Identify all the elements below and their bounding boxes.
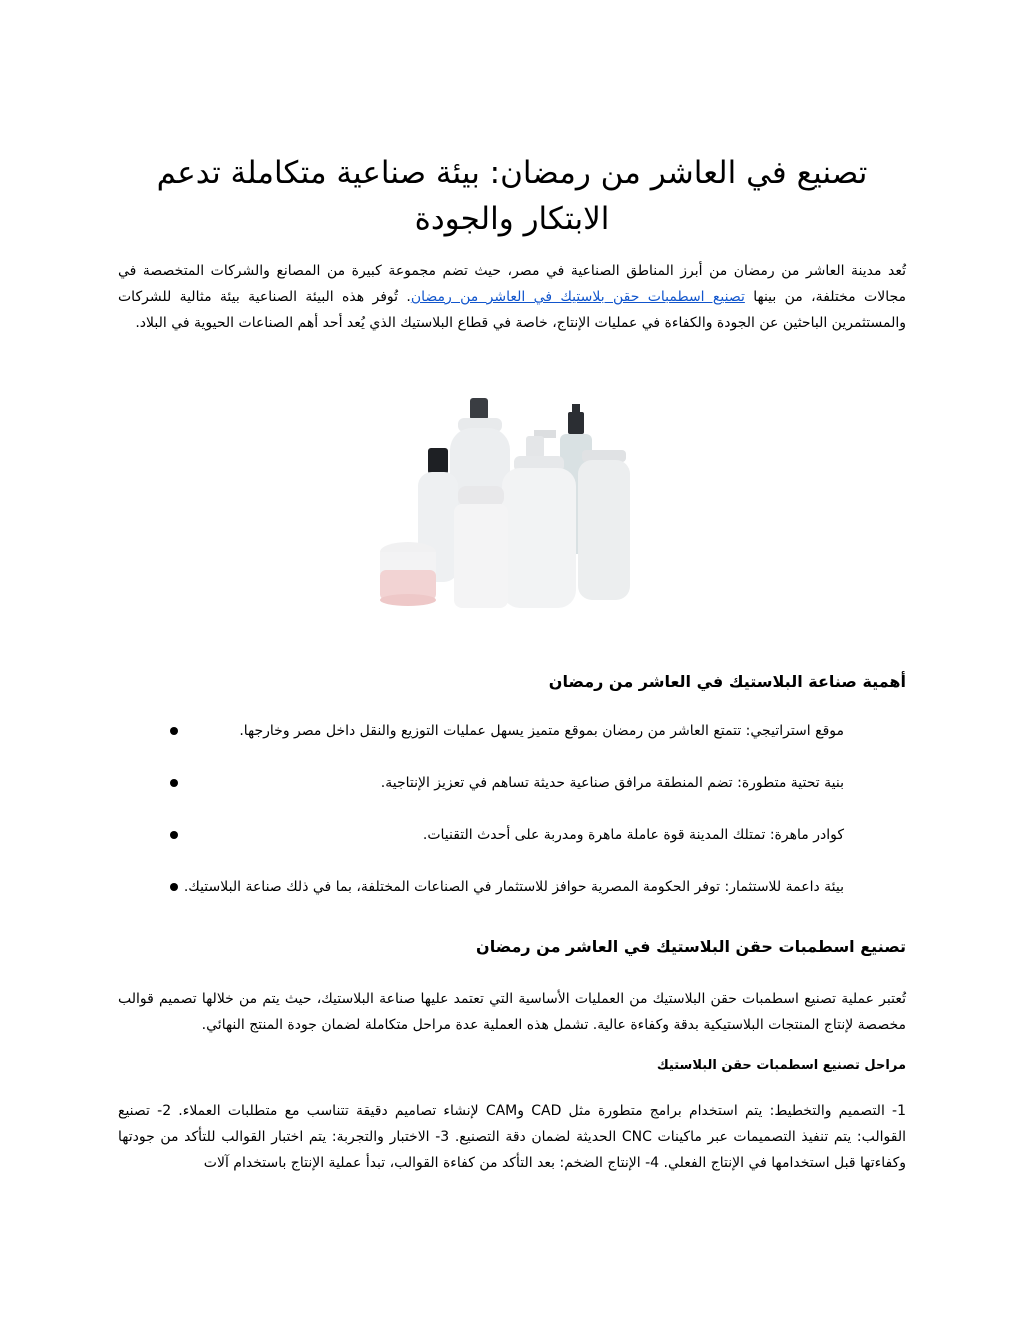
- product-image: [372, 390, 652, 620]
- plastic-bottles-illustration: [372, 390, 652, 620]
- page-title: تصنيع في العاشر من رمضان: بيئة صناعية متكاملة تدعم الابتكار والجودة: [156, 155, 868, 237]
- list-item-text: بيئة داعمة للاستثمار: توفر الحكومة المصرية حوافز للاستثمار في الصناعات المختلفة، بما في ذلك صناعة البلاستيك.: [183, 879, 844, 895]
- mold-manufacturing-paragraph: تُعتبر عملية تصنيع اسطمبات حقن البلاستيك من العمليات الأساسية التي تعتمد عليها صناعة البلاستيك، حيث يتم من خلالها تصميم قوالب مخصصة لإنتاج المنتجات البلاستيكية بدقة وكفاءة عالية. تشمل هذه العملية عدة مراحل متكاملة لضمان جودة المنتج النهائي.: [118, 991, 906, 1033]
- bullet-icon: [170, 831, 178, 839]
- section-heading-mold-manufacturing: تصنيع اسطمبات حقن البلاستيك في العاشر من رمضان: [476, 937, 906, 956]
- intro-paragraph: [118, 258, 906, 336]
- section-heading-plastic-importance: أهمية صناعة البلاستيك في العاشر من رمضان: [548, 672, 906, 691]
- list-item: [120, 757, 844, 809]
- section-heading-stages: مراحل تصنيع اسطمبات حقن البلاستيك: [656, 1058, 906, 1073]
- stages-paragraph: 1- التصميم والتخطيط: يتم استخدام برامج متطورة مثل CAD وCAM لإنشاء تصاميم دقيقة تتناسب مع متطلبات العملاء. 2- تصنيع القوالب: يتم تنفيذ التصميمات عبر ماكينات CNC الحديثة لضمان دقة التصنيع. 3- الاختبار والتجربة: يتم اختبار القوالب للتأكد من جودتها وكفاءتها قبل استخدامها في الإنتاج الفعلي. 4- الإنتاج الضخم: بعد التأكد من كفاءة القوالب، تبدأ عملية الإنتاج باستخدام آلات: [118, 1103, 907, 1171]
- list-item-text: بنية تحتية متطورة: تضم المنطقة مرافق صناعية حديثة تساهم في تعزيز الإنتاجية.: [380, 775, 844, 791]
- list-item: [120, 861, 844, 913]
- list-item-text: موقع استراتيجي: تتمتع العاشر من رمضان بموقع متميز يسهل عمليات التوزيع والنقل داخل مصر وخارجها.: [239, 723, 844, 739]
- list-item: [120, 809, 844, 861]
- list-item: [120, 705, 844, 757]
- intro-link[interactable]: تصنيع اسطمبات حقن بلاستيك في العاشر من رمضان: [410, 289, 745, 305]
- bullet-icon: [170, 779, 178, 787]
- intro-text-after: . تُوفر هذه البيئة الصناعية بيئة مثالية للشركات والمستثمرين الباحثين عن الجودة والكفاءة في عمليات الإنتاج، خاصة في قطاع البلاستيك الذي يُعد أحد أهم الصناعات الحيوية في البلاد.: [118, 289, 906, 331]
- bullet-icon: [170, 883, 178, 891]
- intro-text-before: تُعد مدينة العاشر من رمضان من أبرز المناطق الصناعية في مصر، حيث تضم مجموعة كبيرة من المصانع والشركات المتخصصة في مجالات مختلفة، من بينها: [118, 263, 906, 305]
- list-item-text: كوادر ماهرة: تمتلك المدينة قوة عاملة ماهرة ومدربة على أحدث التقنيات.: [422, 827, 844, 843]
- bullet-icon: [170, 727, 178, 735]
